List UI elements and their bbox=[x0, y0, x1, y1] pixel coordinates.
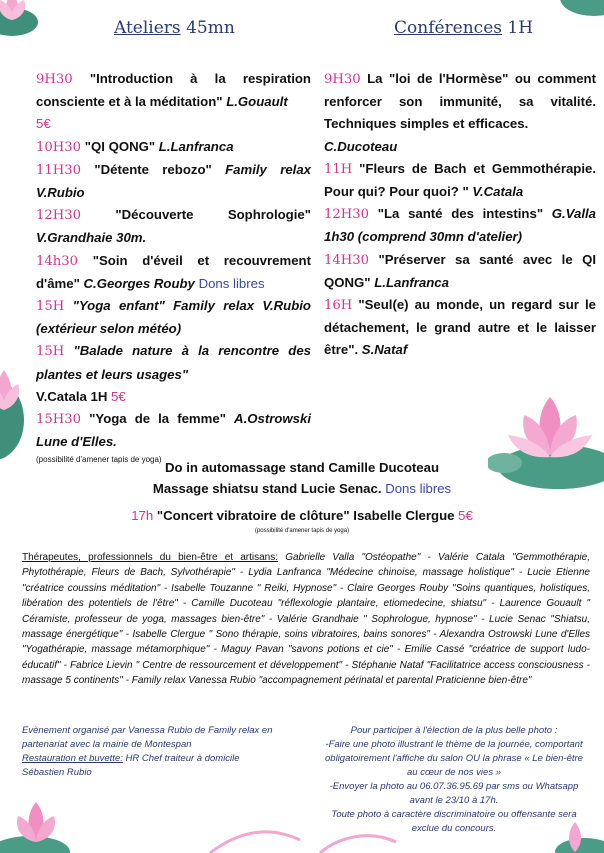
atelier-note: (possibilité d'amener tapis de yoga) bbox=[36, 455, 162, 465]
conference-item: 14H30 "Préserver sa santé avec le QI QONG" L.Lanfranca bbox=[324, 251, 596, 290]
atelier-item: 10H30 "QI QONG" L.Lanfranca bbox=[36, 138, 234, 155]
atelier-item: 15H "Balade nature à la rencontre des plantes et leurs usages" V.Catala 1H 5€ bbox=[36, 343, 311, 404]
organizer-info: Evènement organisé par Vanessa Rubio de Family relax en partenariat avec la mairie de Montespan Restauration et buvette: HR Chef traiteur à domicile Sébastien Rubio bbox=[22, 725, 273, 778]
conferences-header bbox=[394, 18, 533, 38]
conference-item: 16H "Seul(e) au monde, un regard sur le détachement, le grand autre et le laisser être". S.Nataf bbox=[324, 297, 596, 358]
ateliers-column bbox=[36, 68, 311, 467]
lotus-top-left-icon bbox=[0, 0, 50, 44]
ateliers-header bbox=[114, 18, 235, 38]
atelier-item: 12H30 "Découverte Sophrologie" V.Grandhaie 30m. bbox=[36, 207, 311, 246]
conferences-duration: 1H bbox=[507, 18, 534, 38]
leaf-top-right-icon bbox=[560, 0, 604, 26]
atelier-item: 15H "Yoga enfant" Family relax V.Rubio (extérieur selon météo) bbox=[36, 298, 311, 337]
conference-item: 12H30 "La santé des intestins" G.Valla 1h30 (comprend 30mn d'atelier) bbox=[324, 206, 596, 245]
ateliers-duration: 45mn bbox=[186, 18, 235, 38]
therapeutes-body: Gabrielle Valla "Ostéopathe" - Valérie Catala "Gemmothérapie, Phytothérapie, Fleurs de Bach, Sylvothérapie" - Lydia Lanfranca "Médecine chinoise, massage holistique" - Lucie Etienne "créatrice coussins méditation" - Isabelle Touzanne " Reiki, Hypnose" - Claire Georges Rouby "Soins quantiques, holistiques, libération des potentiels de l'être" - Camille Ducoteau "réflexologie plantaire, etiomedecine, shiatsu" - Laurence Gouault " Céramiste, professeur de yoga, massages bien-être" - Valérie Grandhaie " Sophrologue, hypnose" - Lucie Senac "Shiatsu, massage énergétique" - Isabelle Clergue " Sono thérapie, soins vibratoires, bains sonores" - Alexandra Ostrowski Lune d'Elles "Yogathérapie, massage métamorphique" - Maguy Pavan "savons potions et cie" - Emilie Cassé "créatrice de support ludo-éducatif" - Fabrice Lievin " Centre de ressourcement et développement" - Stéphanie Nataf "Facilitatrice access consciousness - massage 5 continents" - Family relax Vanessa Rubio "accompagnement périnatal et parental Praticienne bien-être" bbox=[22, 552, 590, 687]
atelier-item: 15H30 "Yoga de la femme" A.Ostrowski Lune d'Elles. bbox=[36, 411, 311, 450]
photo-contest-info: Pour participer à l'élection de la plus belle photo : -Faire une photo illustrant le thème de la journée, comportant obligatoirement l'affiche du salon OU la phrase « Le bien-être au cœur de nos vies » -Envoyer la photo au 06.07.36.95.69 par sms ou Whatsapp avant le 23/10 à 17h. Toute photo à caractère discriminatoire ou offensante sera exclue du concours. bbox=[325, 725, 583, 834]
stand-shiatsu: Massage shiatsu stand Lucie Senac. Dons libres bbox=[152, 481, 452, 496]
conferences-column bbox=[324, 68, 596, 362]
stand-do-in: Do in automassage stand Camille Ducoteau bbox=[164, 460, 440, 475]
ateliers-title: Ateliers bbox=[114, 18, 181, 38]
atelier-item: 9H30 "Introduction à la respiration consciente et à la méditation" L.Gouault 5€ bbox=[36, 71, 311, 132]
conference-item: 11H "Fleurs de Bach et Gemmothérapie. Pour qui? Pour quoi? " V.Catala bbox=[324, 160, 596, 200]
concert-line: 17h "Concert vibratoire de clôture" Isabelle Clergue 5€ bbox=[131, 508, 473, 523]
concert-note: (possibilité d'amener tapis de yoga) bbox=[254, 528, 350, 534]
therapeutes-list bbox=[22, 550, 590, 689]
conference-item: 9H30 La "loi de l'Hormèse" ou comment renforcer son immunité, sa vitalité. Techniques simples et efficaces. C.Ducoteau bbox=[324, 71, 596, 154]
atelier-item: 11H30 "Détente rebozo" Family relax V.Rubio bbox=[36, 161, 311, 201]
lotus-bottom-left-icon bbox=[0, 792, 80, 853]
conferences-title: Conférences bbox=[394, 18, 502, 38]
therapeutes-heading: Thérapeutes, professionnels du bien-être et artisans: bbox=[22, 552, 279, 563]
atelier-item: 14h30 "Soin d'éveil et recouvrement d'âme" C.Georges Rouby Dons libres bbox=[36, 252, 311, 291]
